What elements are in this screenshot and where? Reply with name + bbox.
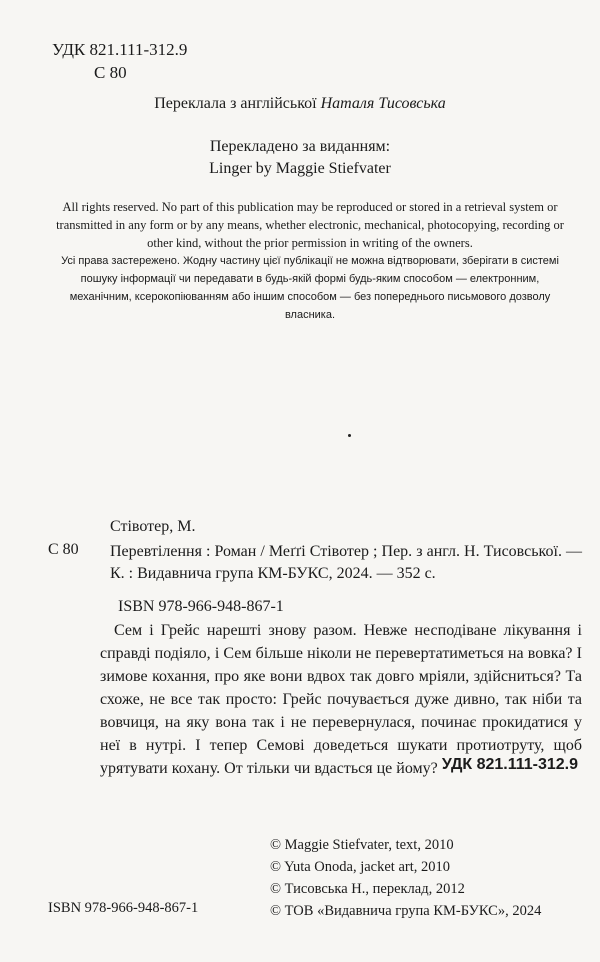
copyright-list <box>270 834 541 922</box>
copyright-line: © Yuta Onoda, jacket art, 2010 <box>270 859 450 875</box>
translator-name: Наталя Тисовська <box>320 95 446 112</box>
catalog-isbn: ISBN 978-966-948-867-1 <box>118 598 284 615</box>
original-title: Linger by Maggie Stiefvater <box>209 160 391 177</box>
catalog-author: Стівотер, М. <box>110 518 196 535</box>
catalog-code: С 80 <box>94 63 127 82</box>
translator-line <box>0 95 600 113</box>
copyright-line: © Maggie Stiefvater, text, 2010 <box>270 837 454 853</box>
isbn-bottom: ISBN 978-966-948-867-1 <box>48 900 199 916</box>
copyright-line: © ТОВ «Видавнича група КМ-БУКС», 2024 <box>270 903 542 919</box>
udk-bottom: УДК 821.111-312.9 <box>441 756 578 773</box>
bibliographic-description: Перевтілення : Роман / Меґґі Стівотер ; Пер. з англ. Н. Тисовської. — К. : Видавнича група КМ-БУКС, 2024. — 352 с. <box>110 543 582 582</box>
translated-from <box>0 136 600 180</box>
catalog-code-left: С 80 <box>48 541 79 558</box>
rights-ukrainian: Усі права застережено. Жодну частину цієї публікації не можна відтворювати, зберігати в системі пошуку інформації чи передавати в будь-якій формі будь-яким способом — електронним, механічним, ксерокопіюванням або іншим способом — без попереднього письмового дозволу власника. <box>61 255 559 321</box>
annotation: Сем і Грейс нарешті знову разом. Невже несподіване лікування і справді подіяло, і Сем більше ніколи не перевертатиметься на вовка? І зимове кохання, про яке вони вдвох так довго мріяли, здійсниться? Та схоже, не все так просто: Грейс почувається дуже дивно, так ніби та вовчиця, на яку вона так і не перевернулася, починає прокидатися у неї в нутрі. І тепер Семові доведеться шукати протиотруту, щоб урятувати кохану. От тільки чи вдасться це йому? <box>100 622 582 777</box>
separator-dot <box>348 434 351 437</box>
rights-notice <box>50 198 570 324</box>
copyright-line: © Тисовська Н., переклад, 2012 <box>270 881 465 897</box>
translator-prefix: Переклала з англійської <box>154 95 317 112</box>
udk-header <box>52 38 187 84</box>
rights-english: All rights reserved. No part of this publication may be reproduced or stored in a retrieval system or transmitted in any form or by any means, whether electronic, mechanical, photocopying, recording or other kind, without the prior permission in writing of the owners. <box>56 200 564 250</box>
udk-code: УДК 821.111-312.9 <box>52 40 188 59</box>
translated-from-label: Перекладено за виданням: <box>209 138 391 155</box>
